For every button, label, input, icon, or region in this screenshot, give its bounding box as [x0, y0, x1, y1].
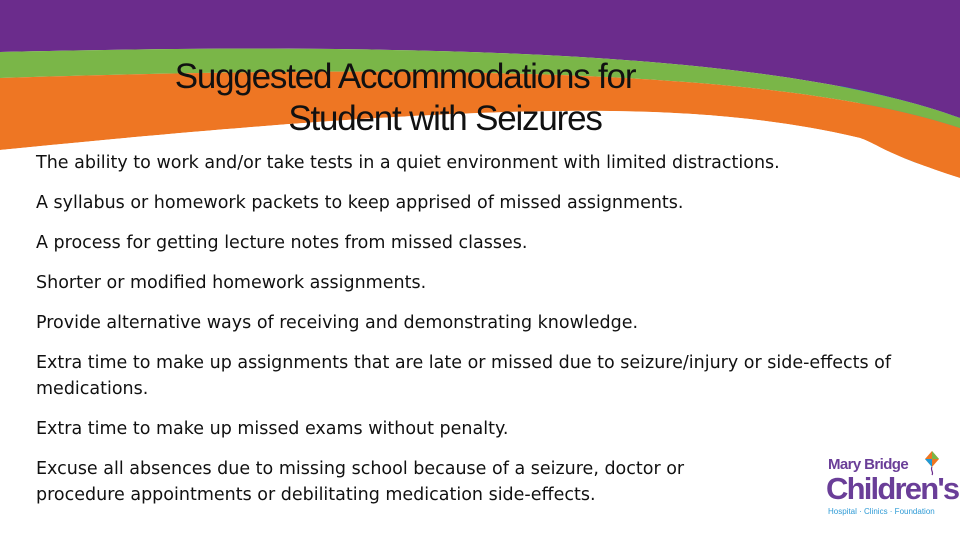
accommodations-list — [36, 150, 909, 522]
list-item: The ability to work and/or take tests in a quiet environment with limited distractions. — [36, 153, 780, 173]
logo-text-childrens: Children's — [826, 471, 959, 506]
list-item: Shorter or modified homework assignments. — [36, 273, 427, 293]
logo-text-tagline: Hospital · Clinics · Foundation — [828, 507, 935, 516]
list-item: Extra time to make up assignments that are late or missed due to seizure/injury or side-effects of medications. — [36, 353, 892, 399]
list-item: A process for getting lecture notes from missed classes. — [36, 233, 528, 253]
list-item: Extra time to make up missed exams without penalty. — [36, 419, 509, 439]
page-title — [0, 56, 810, 140]
logo-text-mary-bridge: Mary Bridge — [828, 456, 909, 473]
mary-bridge-logo — [824, 450, 959, 522]
list-item: A syllabus or homework packets to keep apprised of missed assignments. — [36, 193, 684, 213]
title-line-2: Student with Seizures — [288, 99, 602, 138]
title-line-1: Suggested Accommodations for — [174, 57, 636, 96]
list-item: Excuse all absences due to missing school because of a seizure, doctor or procedure appointments or debilitating medication side-effects. — [36, 459, 685, 505]
list-item: Provide alternative ways of receiving and demonstrating knowledge. — [36, 313, 639, 333]
